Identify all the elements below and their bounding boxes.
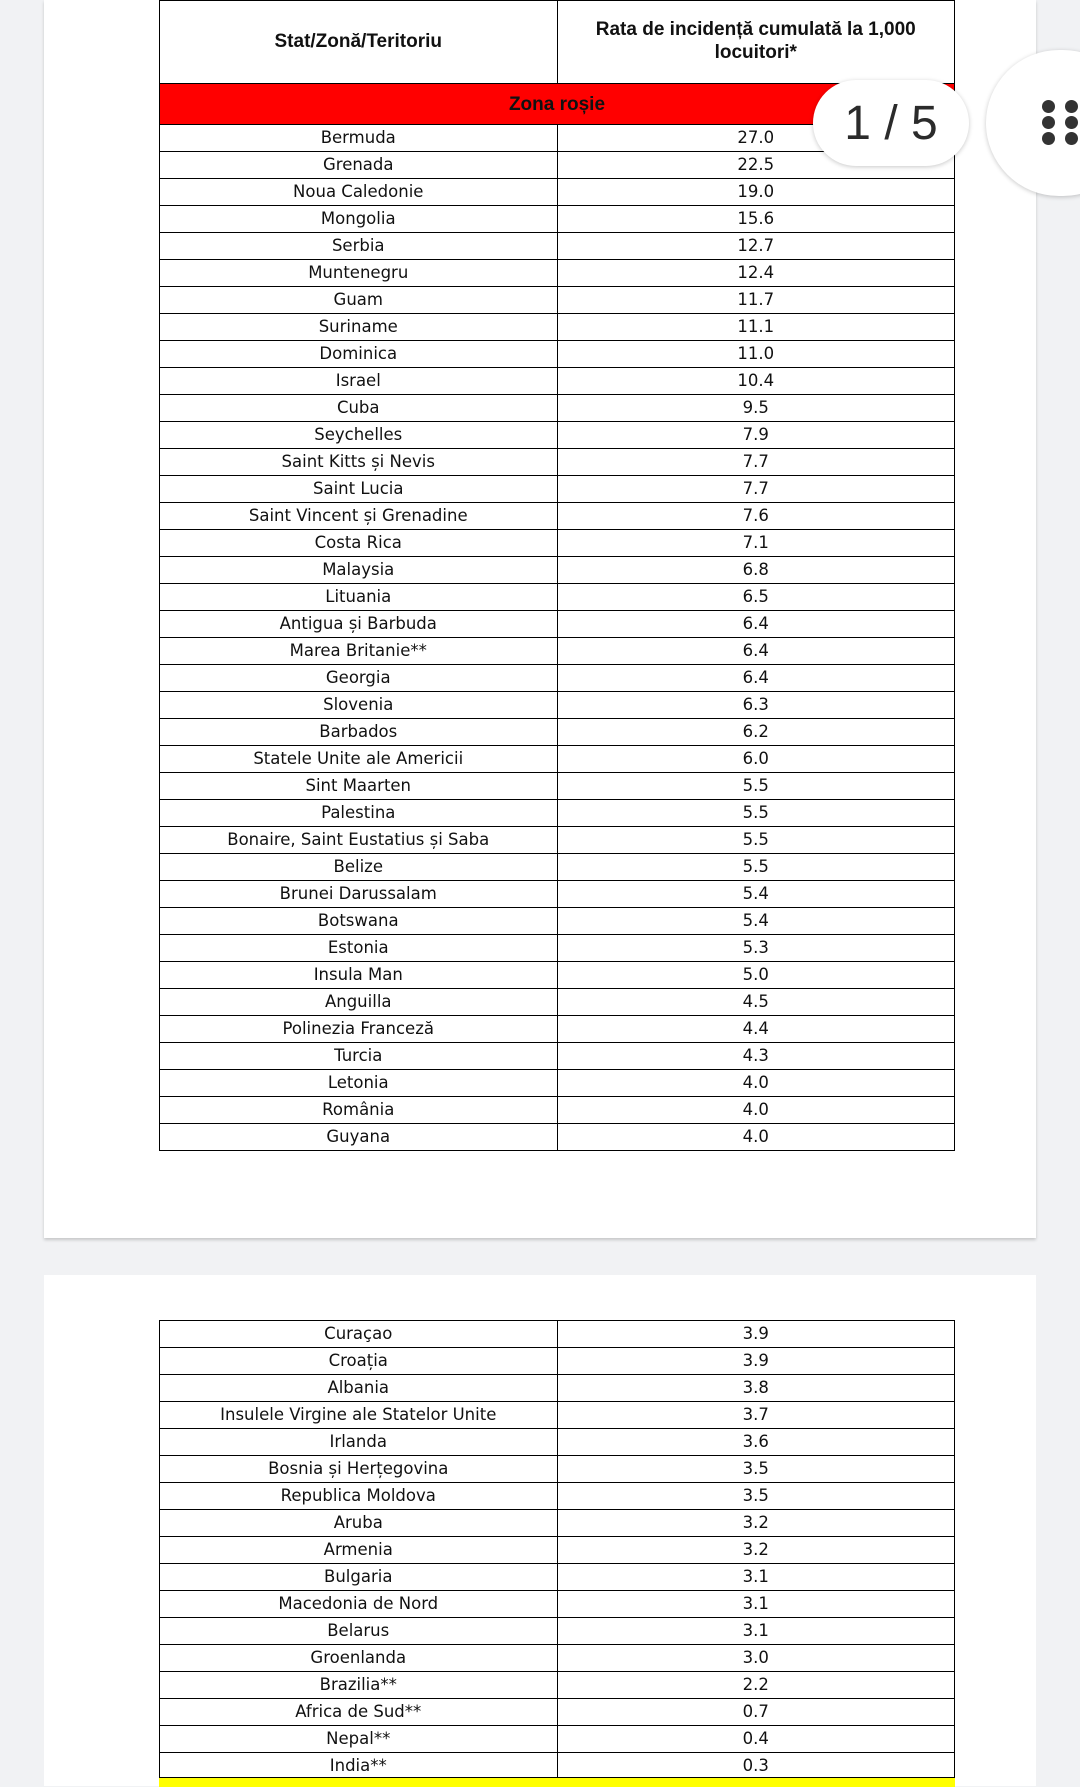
- rate-cell: 7.1: [557, 530, 955, 557]
- table-row: [160, 476, 955, 503]
- country-cell: România: [160, 1097, 558, 1124]
- rate-cell: 11.0: [557, 341, 955, 368]
- zone-red-label: Zona roșie: [160, 84, 955, 125]
- rate-cell: 3.2: [557, 1510, 955, 1537]
- country-cell: Anguilla: [160, 989, 558, 1016]
- table-row: [160, 1483, 955, 1510]
- table-row: [160, 179, 955, 206]
- table-row: [160, 314, 955, 341]
- table-row: [160, 773, 955, 800]
- table-row: [160, 1348, 955, 1375]
- rate-cell: 3.8: [557, 1375, 955, 1402]
- country-cell: Letonia: [160, 1070, 558, 1097]
- country-cell: Slovenia: [160, 692, 558, 719]
- table-row: [160, 638, 955, 665]
- table-row: [160, 530, 955, 557]
- table-row: [160, 503, 955, 530]
- table-row: [160, 935, 955, 962]
- rate-cell: 4.0: [557, 1097, 955, 1124]
- incidence-table-continued: [159, 1320, 955, 1780]
- table-row: [160, 1564, 955, 1591]
- rate-cell: 4.0: [557, 1124, 955, 1151]
- table-row: [160, 341, 955, 368]
- table-row: [160, 1043, 955, 1070]
- table-row: [160, 1537, 955, 1564]
- table-row: [160, 854, 955, 881]
- country-cell: Costa Rica: [160, 530, 558, 557]
- rate-cell: 5.5: [557, 854, 955, 881]
- rate-cell: 12.7: [557, 233, 955, 260]
- table-row: [160, 665, 955, 692]
- table-row: [160, 449, 955, 476]
- rate-cell: 0.3: [557, 1753, 955, 1780]
- country-cell: Insula Man: [160, 962, 558, 989]
- rate-cell: 10.4: [557, 368, 955, 395]
- table-row: [160, 1645, 955, 1672]
- country-cell: Bosnia și Herțegovina: [160, 1456, 558, 1483]
- country-cell: Saint Vincent și Grenadine: [160, 503, 558, 530]
- table-row: [160, 989, 955, 1016]
- rate-cell: 7.6: [557, 503, 955, 530]
- country-cell: Saint Lucia: [160, 476, 558, 503]
- country-cell: Malaysia: [160, 557, 558, 584]
- country-cell: Groenlanda: [160, 1645, 558, 1672]
- country-cell: Antigua și Barbuda: [160, 611, 558, 638]
- rate-cell: 7.9: [557, 422, 955, 449]
- country-cell: Israel: [160, 368, 558, 395]
- country-cell: Barbados: [160, 719, 558, 746]
- rate-cell: 4.0: [557, 1070, 955, 1097]
- country-cell: Statele Unite ale Americii: [160, 746, 558, 773]
- rate-cell: 6.3: [557, 692, 955, 719]
- table-row: [160, 1726, 955, 1753]
- table-row: [160, 1591, 955, 1618]
- rate-cell: 5.5: [557, 800, 955, 827]
- table-row: [160, 260, 955, 287]
- table-row: [160, 395, 955, 422]
- rate-cell: 15.6: [557, 206, 955, 233]
- country-cell: Republica Moldova: [160, 1483, 558, 1510]
- rate-cell: 22.5: [557, 152, 955, 179]
- country-cell: Macedonia de Nord: [160, 1591, 558, 1618]
- grid-dots-icon: [1042, 100, 1080, 146]
- country-cell: Saint Kitts și Nevis: [160, 449, 558, 476]
- rate-cell: 3.6: [557, 1429, 955, 1456]
- rate-cell: 5.0: [557, 962, 955, 989]
- rate-cell: 5.5: [557, 773, 955, 800]
- country-cell: Belarus: [160, 1618, 558, 1645]
- rate-cell: 3.9: [557, 1348, 955, 1375]
- rate-cell: 5.5: [557, 827, 955, 854]
- country-cell: Brazilia**: [160, 1672, 558, 1699]
- rate-cell: 4.5: [557, 989, 955, 1016]
- country-cell: Muntenegru: [160, 260, 558, 287]
- country-cell: Sint Maarten: [160, 773, 558, 800]
- rate-cell: 3.2: [557, 1537, 955, 1564]
- country-cell: Aruba: [160, 1510, 558, 1537]
- country-cell: Irlanda: [160, 1429, 558, 1456]
- rate-cell: 7.7: [557, 476, 955, 503]
- rate-cell: 0.4: [557, 1726, 955, 1753]
- header-country: Stat/Zonă/Teritoriu: [160, 1, 558, 84]
- country-cell: Belize: [160, 854, 558, 881]
- country-cell: Lituania: [160, 584, 558, 611]
- table-row: [160, 719, 955, 746]
- table-row: [160, 800, 955, 827]
- country-cell: Noua Caledonie: [160, 179, 558, 206]
- country-cell: Bulgaria: [160, 1564, 558, 1591]
- table-row: [160, 368, 955, 395]
- country-cell: Cuba: [160, 395, 558, 422]
- rate-cell: 3.0: [557, 1645, 955, 1672]
- document-page-2: [44, 1275, 1036, 1786]
- table-row: [160, 584, 955, 611]
- incidence-table: [159, 0, 955, 1151]
- table-row: [160, 1321, 955, 1348]
- table-row: [160, 692, 955, 719]
- table-row: [160, 1124, 955, 1151]
- rate-cell: 11.1: [557, 314, 955, 341]
- country-cell: Palestina: [160, 800, 558, 827]
- table-row: [160, 233, 955, 260]
- table-row: [160, 1510, 955, 1537]
- country-cell: Botswana: [160, 908, 558, 935]
- rate-cell: 6.5: [557, 584, 955, 611]
- rate-cell: 3.9: [557, 1321, 955, 1348]
- table-row: [160, 908, 955, 935]
- country-cell: Georgia: [160, 665, 558, 692]
- table-row: [160, 287, 955, 314]
- table-row: [160, 206, 955, 233]
- rate-cell: 7.7: [557, 449, 955, 476]
- rate-cell: 19.0: [557, 179, 955, 206]
- table-row: [160, 881, 955, 908]
- country-cell: Estonia: [160, 935, 558, 962]
- table-row: [160, 962, 955, 989]
- table-row: [160, 1070, 955, 1097]
- country-cell: Armenia: [160, 1537, 558, 1564]
- rate-cell: 6.2: [557, 719, 955, 746]
- rate-cell: 3.7: [557, 1402, 955, 1429]
- rate-cell: 3.1: [557, 1564, 955, 1591]
- country-cell: Africa de Sud**: [160, 1699, 558, 1726]
- table-row: [160, 1016, 955, 1043]
- rate-cell: 5.3: [557, 935, 955, 962]
- table-row: [160, 1097, 955, 1124]
- rate-cell: 3.5: [557, 1456, 955, 1483]
- rate-cell: 6.0: [557, 746, 955, 773]
- country-cell: Dominica: [160, 341, 558, 368]
- country-cell: Guam: [160, 287, 558, 314]
- country-cell: Croația: [160, 1348, 558, 1375]
- table-row: [160, 1402, 955, 1429]
- table-row: [160, 611, 955, 638]
- country-cell: Mongolia: [160, 206, 558, 233]
- table-row: [160, 557, 955, 584]
- rate-cell: 4.4: [557, 1016, 955, 1043]
- table-row: [160, 1753, 955, 1780]
- country-cell: Seychelles: [160, 422, 558, 449]
- rate-cell: 27.0: [557, 125, 955, 152]
- rate-cell: 3.1: [557, 1618, 955, 1645]
- table-row: [160, 1672, 955, 1699]
- rate-cell: 12.4: [557, 260, 955, 287]
- rate-cell: 6.4: [557, 638, 955, 665]
- table-row: [160, 1375, 955, 1402]
- table-row: [160, 1429, 955, 1456]
- rate-cell: 6.4: [557, 611, 955, 638]
- rate-cell: 2.2: [557, 1672, 955, 1699]
- rate-cell: 6.8: [557, 557, 955, 584]
- rate-cell: 3.1: [557, 1591, 955, 1618]
- country-cell: Brunei Darussalam: [160, 881, 558, 908]
- header-incidence-rate: Rata de incidență cumulată la 1,000 locuitori*: [557, 1, 955, 84]
- rate-cell: 0.7: [557, 1699, 955, 1726]
- document-page-1: [44, 0, 1036, 1238]
- country-cell: Guyana: [160, 1124, 558, 1151]
- country-cell: Grenada: [160, 152, 558, 179]
- country-cell: Turcia: [160, 1043, 558, 1070]
- table-row: [160, 1456, 955, 1483]
- country-cell: Bonaire, Saint Eustatius și Saba: [160, 827, 558, 854]
- rate-cell: 11.7: [557, 287, 955, 314]
- rate-cell: 5.4: [557, 881, 955, 908]
- table-row: [160, 746, 955, 773]
- rate-cell: 4.3: [557, 1043, 955, 1070]
- table-row: [160, 1699, 955, 1726]
- country-cell: Nepal**: [160, 1726, 558, 1753]
- rate-cell: 6.4: [557, 665, 955, 692]
- country-cell: Curaçao: [160, 1321, 558, 1348]
- country-cell: Marea Britanie**: [160, 638, 558, 665]
- table-row: [160, 827, 955, 854]
- country-cell: Albania: [160, 1375, 558, 1402]
- rate-cell: 5.4: [557, 908, 955, 935]
- country-cell: Polinezia Franceză: [160, 1016, 558, 1043]
- page-indicator: 1 / 5: [813, 80, 969, 166]
- country-cell: Serbia: [160, 233, 558, 260]
- country-cell: Insulele Virgine ale Statelor Unite: [160, 1402, 558, 1429]
- country-cell: Bermuda: [160, 125, 558, 152]
- country-cell: India**: [160, 1753, 558, 1780]
- table-row: [160, 422, 955, 449]
- rate-cell: 9.5: [557, 395, 955, 422]
- table-row: [160, 1618, 955, 1645]
- rate-cell: 3.5: [557, 1483, 955, 1510]
- country-cell: Suriname: [160, 314, 558, 341]
